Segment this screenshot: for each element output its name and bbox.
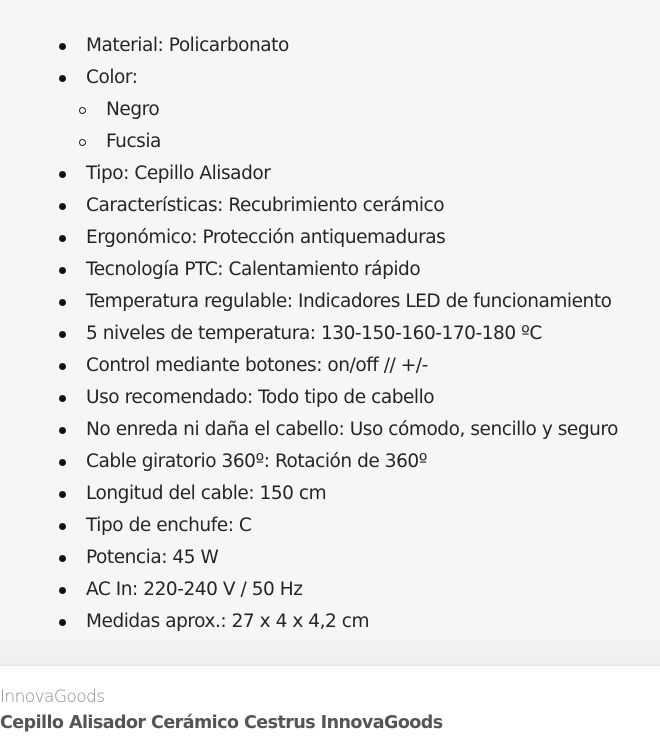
product-title[interactable]: Cepillo Alisador Cerámico Cestrus InnovaGoods — [0, 713, 443, 733]
product-info — [0, 684, 443, 736]
brand-name[interactable]: InnovaGoods — [0, 687, 105, 707]
bullet-circle-icon — [79, 139, 86, 146]
bullet-disc-icon — [59, 235, 66, 242]
spec-label: Material: Policarbonato — [86, 35, 289, 56]
spec-label: Uso recomendado: Todo tipo de cabello — [86, 387, 435, 408]
spec-label: Medidas aprox.: 27 x 4 x 4,2 cm — [86, 611, 370, 632]
bullet-disc-icon — [59, 267, 66, 274]
spec-label: Tecnología PTC: Calentamiento rápido — [86, 259, 421, 280]
spec-label: Ergonómico: Protección antiquemaduras — [86, 227, 446, 248]
bullet-disc-icon — [59, 171, 66, 178]
bullet-disc-icon — [59, 203, 66, 210]
bullet-disc-icon — [59, 587, 66, 594]
spec-label: Color: — [86, 67, 138, 88]
bullet-circle-icon — [79, 107, 86, 114]
spec-label: No enreda ni daña el cabello: Uso cómodo, sencillo y seguro — [86, 419, 619, 440]
bullet-disc-icon — [59, 555, 66, 562]
bullet-disc-icon — [59, 491, 66, 498]
spec-label: Negro — [106, 99, 160, 120]
bullet-disc-icon — [59, 75, 66, 82]
spec-label: Temperatura regulable: Indicadores LED de funcionamiento — [86, 291, 612, 312]
spec-label: Fucsia — [106, 131, 161, 152]
spec-label: Tipo: Cepillo Alisador — [86, 163, 271, 184]
bullet-disc-icon — [59, 363, 66, 370]
spec-label: Tipo de enchufe: C — [86, 515, 252, 536]
spec-label: AC In: 220-240 V / 50 Hz — [86, 579, 303, 600]
bullet-disc-icon — [59, 395, 66, 402]
bullet-disc-icon — [59, 459, 66, 466]
bullet-disc-icon — [59, 299, 66, 306]
spec-label: 5 niveles de temperatura: 130-150-160-170-180 ºC — [86, 323, 542, 344]
spec-label: Longitud del cable: 150 cm — [86, 483, 327, 504]
bullet-disc-icon — [59, 331, 66, 338]
spec-label: Cable giratorio 360º: Rotación de 360º — [86, 451, 427, 472]
bullet-disc-icon — [59, 523, 66, 530]
bullet-disc-icon — [59, 619, 66, 626]
spec-label: Potencia: 45 W — [86, 547, 219, 568]
bullet-disc-icon — [59, 43, 66, 50]
spec-label: Control mediante botones: on/off // +/- — [86, 355, 428, 376]
bullet-disc-icon — [59, 427, 66, 434]
spec-label: Características: Recubrimiento cerámico — [86, 195, 445, 216]
